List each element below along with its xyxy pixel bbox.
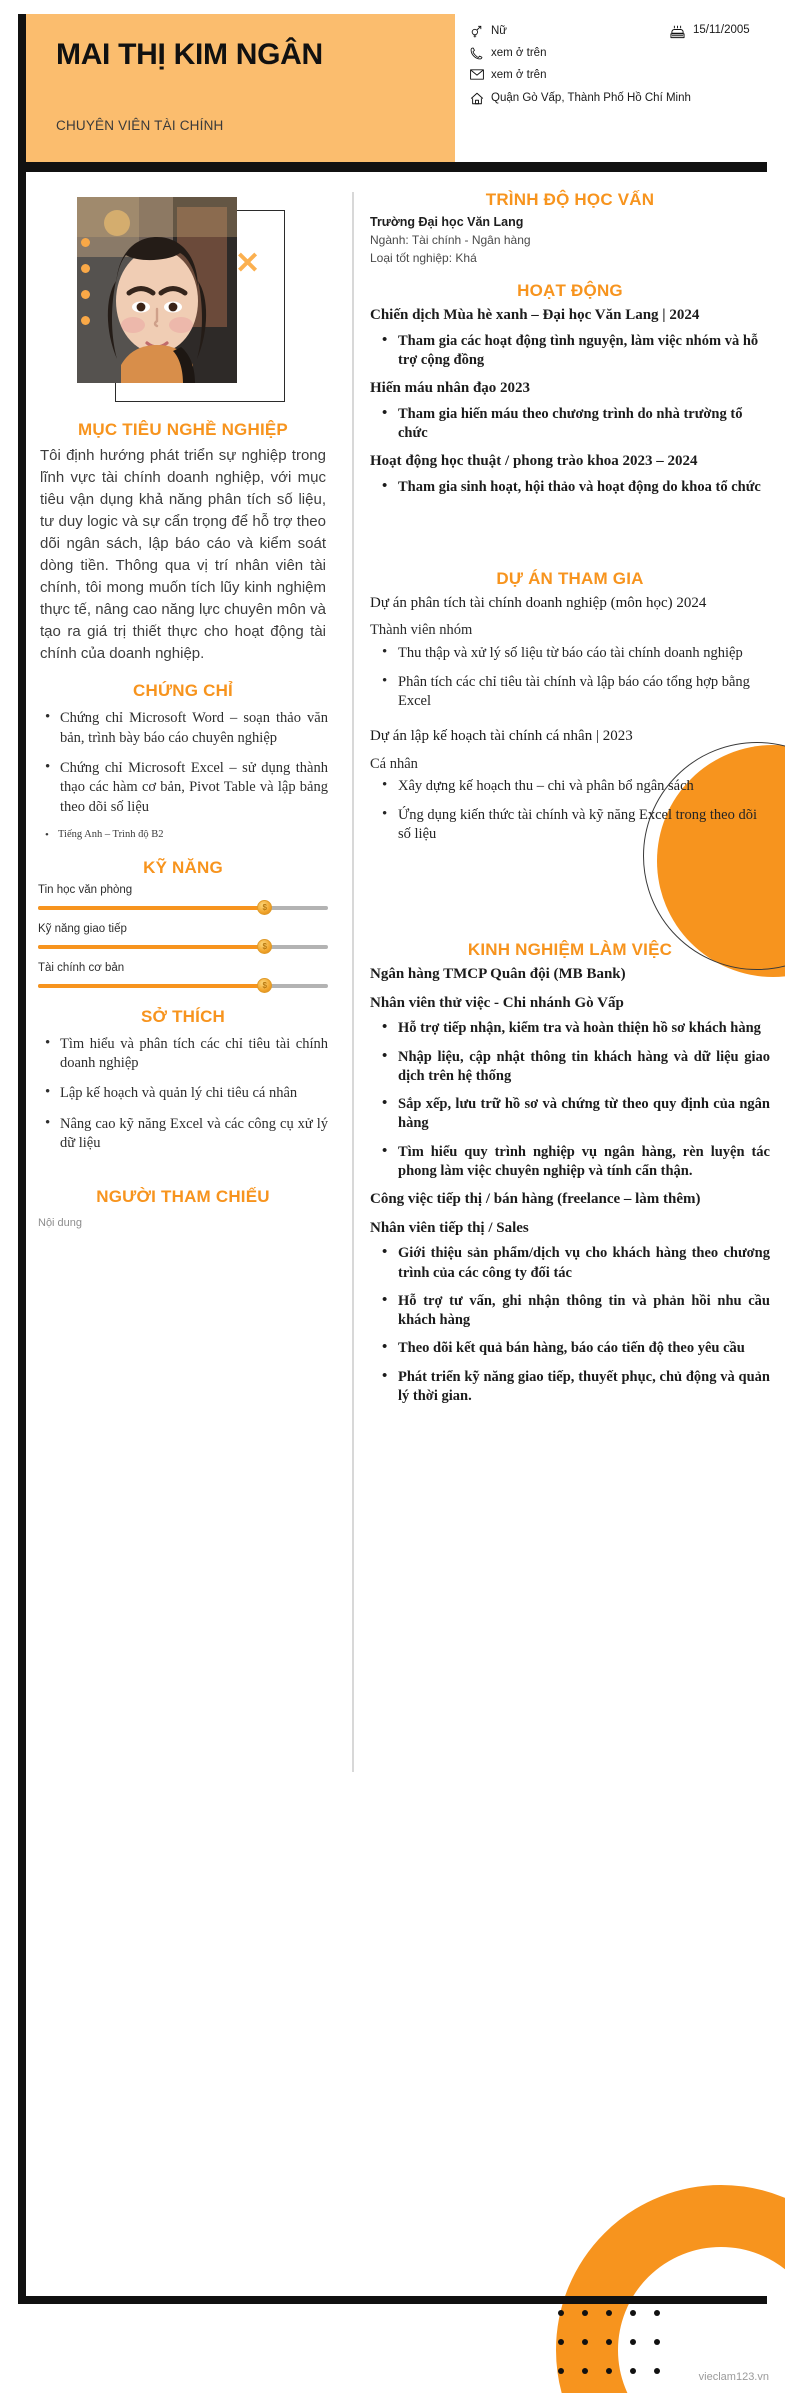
project-title: Dự án phân tích tài chính doanh nghiệp (môn học) 2024 [370,594,707,611]
contact-email [470,68,770,83]
list-item: • Tham gia các hoạt động tình nguyện, làm việc nhóm và hỗ trợ cộng đồng [370,332,770,371]
progress-fill [38,984,264,988]
objective-text: Tôi định hướng phát triển sự nghiệp trong lĩnh vực tài chính doanh nghiệp, với mục tiêu vận dụng khả năng phân tích số liệu, tư duy logic và sự cẩn trọng để hỗ trợ theo dõi ngân sách, lập báo cáo và kiểm soát dòng tiền. Thông qua vị trí nhân viên tài chính, tôi mong muốn tích lũy kinh nghiệm thực tế, nâng cao năng lực chuyên môn và tạo ra giá trị thiết thực cho hoạt động tài chính của doanh nghiệp. [40,447,326,663]
section-heading-objective: MỤC TIÊU NGHỀ NGHIỆP [78,420,288,439]
section-heading-certificates: CHỨNG CHỈ [133,681,233,701]
progress-fill [38,906,264,910]
skill-progress-bar[interactable] [38,942,328,952]
hobbies-list [38,1035,328,1153]
list-item: • Hỗ trợ tư vấn, ghi nhận thông tin và phản hồi nhu cầu khách hàng [370,1292,770,1331]
contact-dob-text: 15/11/2005 [693,24,750,36]
list-item: • Chứng chỉ Microsoft Excel – sử dụng thành thạo các hàm cơ bản, Pivot Table và lập bảng theo dõi số liệu [38,759,328,817]
close-icon: ✕ [235,247,261,280]
contact-address [470,91,770,106]
experience-bullets [370,1244,770,1406]
list-item: • Nâng cao kỹ năng Excel và các công cụ xử lý dữ liệu [38,1115,328,1154]
list-item: • Phát triển kỹ năng giao tiếp, thuyết phục, chủ động và quản lý thời gian. [370,1368,770,1407]
progress-knob[interactable]: $ [257,900,272,915]
email-icon [470,68,489,80]
contact-phone [470,46,770,61]
progress-knob[interactable]: $ [257,939,272,954]
list-item: • Tiếng Anh – Trình độ B2 [38,828,328,842]
list-item: • Chứng chỉ Microsoft Word – soạn thảo văn bản, trình bày báo cáo chuyên nghiệp [38,709,328,748]
progress-fill [38,945,264,949]
skill-label: Tài chính cơ bản [38,961,125,974]
section-heading-projects: DỰ ÁN THAM GIA [496,568,644,588]
activities-section [370,281,770,497]
experience-section [370,940,770,1406]
education-school: Trường Đại học Văn Lang [370,215,524,229]
list-item: • Thu thập và xử lý số liệu từ báo cáo tài chính doanh nghiệp [370,644,770,663]
header-underline [18,162,767,172]
skill-item [38,962,328,991]
list-item: • Phân tích các chỉ tiêu tài chính và lập báo cáo tổng hợp bằng Excel [370,673,770,712]
list-item: • Tham gia hiến máu theo chương trình do nhà trường tổ chức [370,405,770,444]
experience-company: Công việc tiếp thị / bán hàng (freelance – làm thêm) [370,1191,701,1208]
skill-item [38,884,328,913]
certificates-list [38,709,328,841]
progress-knob[interactable]: $ [257,978,272,993]
birthday-cake-icon [670,24,691,39]
project-role: Thành viên nhóm [370,622,473,639]
contact-gender-text: Nữ [491,25,508,37]
activity-title: Hoạt động học thuật / phong trào khoa 2023 – 2024 [370,453,698,470]
skill-progress-bar[interactable] [38,903,328,913]
cv-header [0,0,785,182]
skill-item [38,923,328,952]
home-icon [470,91,489,105]
column-divider [352,192,354,1772]
project-title: Dự án lập kế hoạch tài chính cá nhân | 2023 [370,728,633,745]
contact-phone-text: xem ở trên [491,47,547,60]
candidate-job-title: CHUYÊN VIÊN TÀI CHÍNH [56,118,224,133]
list-item: • Tìm hiểu quy trình nghiệp vụ ngân hàng, rèn luyện tác phong làm việc chuyên nghiệp và tính cẩn thận. [370,1143,770,1182]
project-role: Cá nhân [370,755,418,772]
education-section [370,190,770,265]
activity-bullets [370,478,770,497]
experience-position: Nhân viên tiếp thị / Sales [370,1219,529,1236]
activity-bullets [370,332,770,371]
list-item: • Tham gia sinh hoạt, hội thảo và hoạt động do khoa tổ chức [370,478,770,497]
project-bullets [370,777,770,844]
section-heading-education: TRÌNH ĐỘ HỌC VẤN [485,190,655,209]
header-orange-band [26,14,455,162]
activity-title: Hiến máu nhân đạo 2023 [370,380,531,397]
education-major: Ngành: Tài chính - Ngân hàng [370,233,531,247]
section-heading-skills: KỸ NĂNG [143,857,223,877]
left-column [38,190,328,1229]
list-item: • Sắp xếp, lưu trữ hồ sơ và chứng từ theo quy định của ngân hàng [370,1095,770,1134]
candidate-name: MAI THỊ KIM NGÂN [56,38,323,71]
photo-dots-decoration [81,238,90,342]
skill-progress-bar[interactable] [38,981,328,991]
experience-company: Ngân hàng TMCP Quân đội (MB Bank) [370,966,626,983]
list-item: • Lập kế hoạch và quản lý chi tiêu cá nhân [38,1084,328,1103]
list-item: • Tìm hiểu và phân tích các chỉ tiêu tài chính doanh nghiệp [38,1035,328,1074]
section-heading-hobbies: SỞ THÍCH [140,1006,226,1026]
section-heading-reference: NGƯỜI THAM CHIẾU [96,1187,270,1207]
activity-title: Chiến dịch Mùa hè xanh – Đại học Văn Lang | 2024 [370,307,700,323]
skill-label: Tin học văn phòng [38,883,133,896]
list-item: • Nhập liệu, cập nhật thông tin khách hàng và dữ liệu giao dịch trên hệ thống [370,1048,770,1087]
left-spine-decoration [18,14,26,2304]
reference-note: Nội dung [38,1217,83,1230]
dot-grid-decoration [558,2310,678,2393]
section-heading-experience: KINH NGHIỆM LÀM VIỆC [467,940,673,960]
avatar [77,197,237,383]
gender-icon [470,24,489,38]
profile-photo-block [77,194,289,404]
experience-position: Nhân viên thử việc - Chi nhánh Gò Vấp [370,994,624,1011]
section-heading-activities: HOẠT ĐỘNG [517,281,623,300]
project-bullets [370,644,770,711]
contact-address-text: Quận Gò Vấp, Thành Phố Hồ Chí Minh [491,91,691,104]
education-grade: Loại tốt nghiệp: Khá [370,251,477,265]
contact-email-text: xem ở trên [491,69,547,82]
skill-label: Kỹ năng giao tiếp [38,922,127,935]
projects-section [370,569,770,844]
list-item: • Hỗ trợ tiếp nhận, kiểm tra và hoàn thiện hồ sơ khách hàng [370,1019,770,1038]
list-item: • Xây dựng kế hoạch thu – chi và phân bổ ngân sách [370,777,770,796]
activity-bullets [370,405,770,444]
watermark: vieclam123.vn [698,2371,769,2383]
right-column [370,190,770,1415]
bottom-spine-decoration [18,2296,767,2304]
contact-dob [670,24,750,39]
list-item: • Giới thiệu sản phẩm/dịch vụ cho khách hàng theo chương trình của các công ty đối tác [370,1244,770,1283]
phone-icon [470,46,489,60]
experience-bullets [370,1019,770,1181]
list-item: • Theo dõi kết quả bán hàng, báo cáo tiến độ theo yêu cầu [370,1339,770,1358]
list-item: • Ứng dụng kiến thức tài chính và kỹ năng Excel trong theo dõi số liệu [370,806,770,845]
